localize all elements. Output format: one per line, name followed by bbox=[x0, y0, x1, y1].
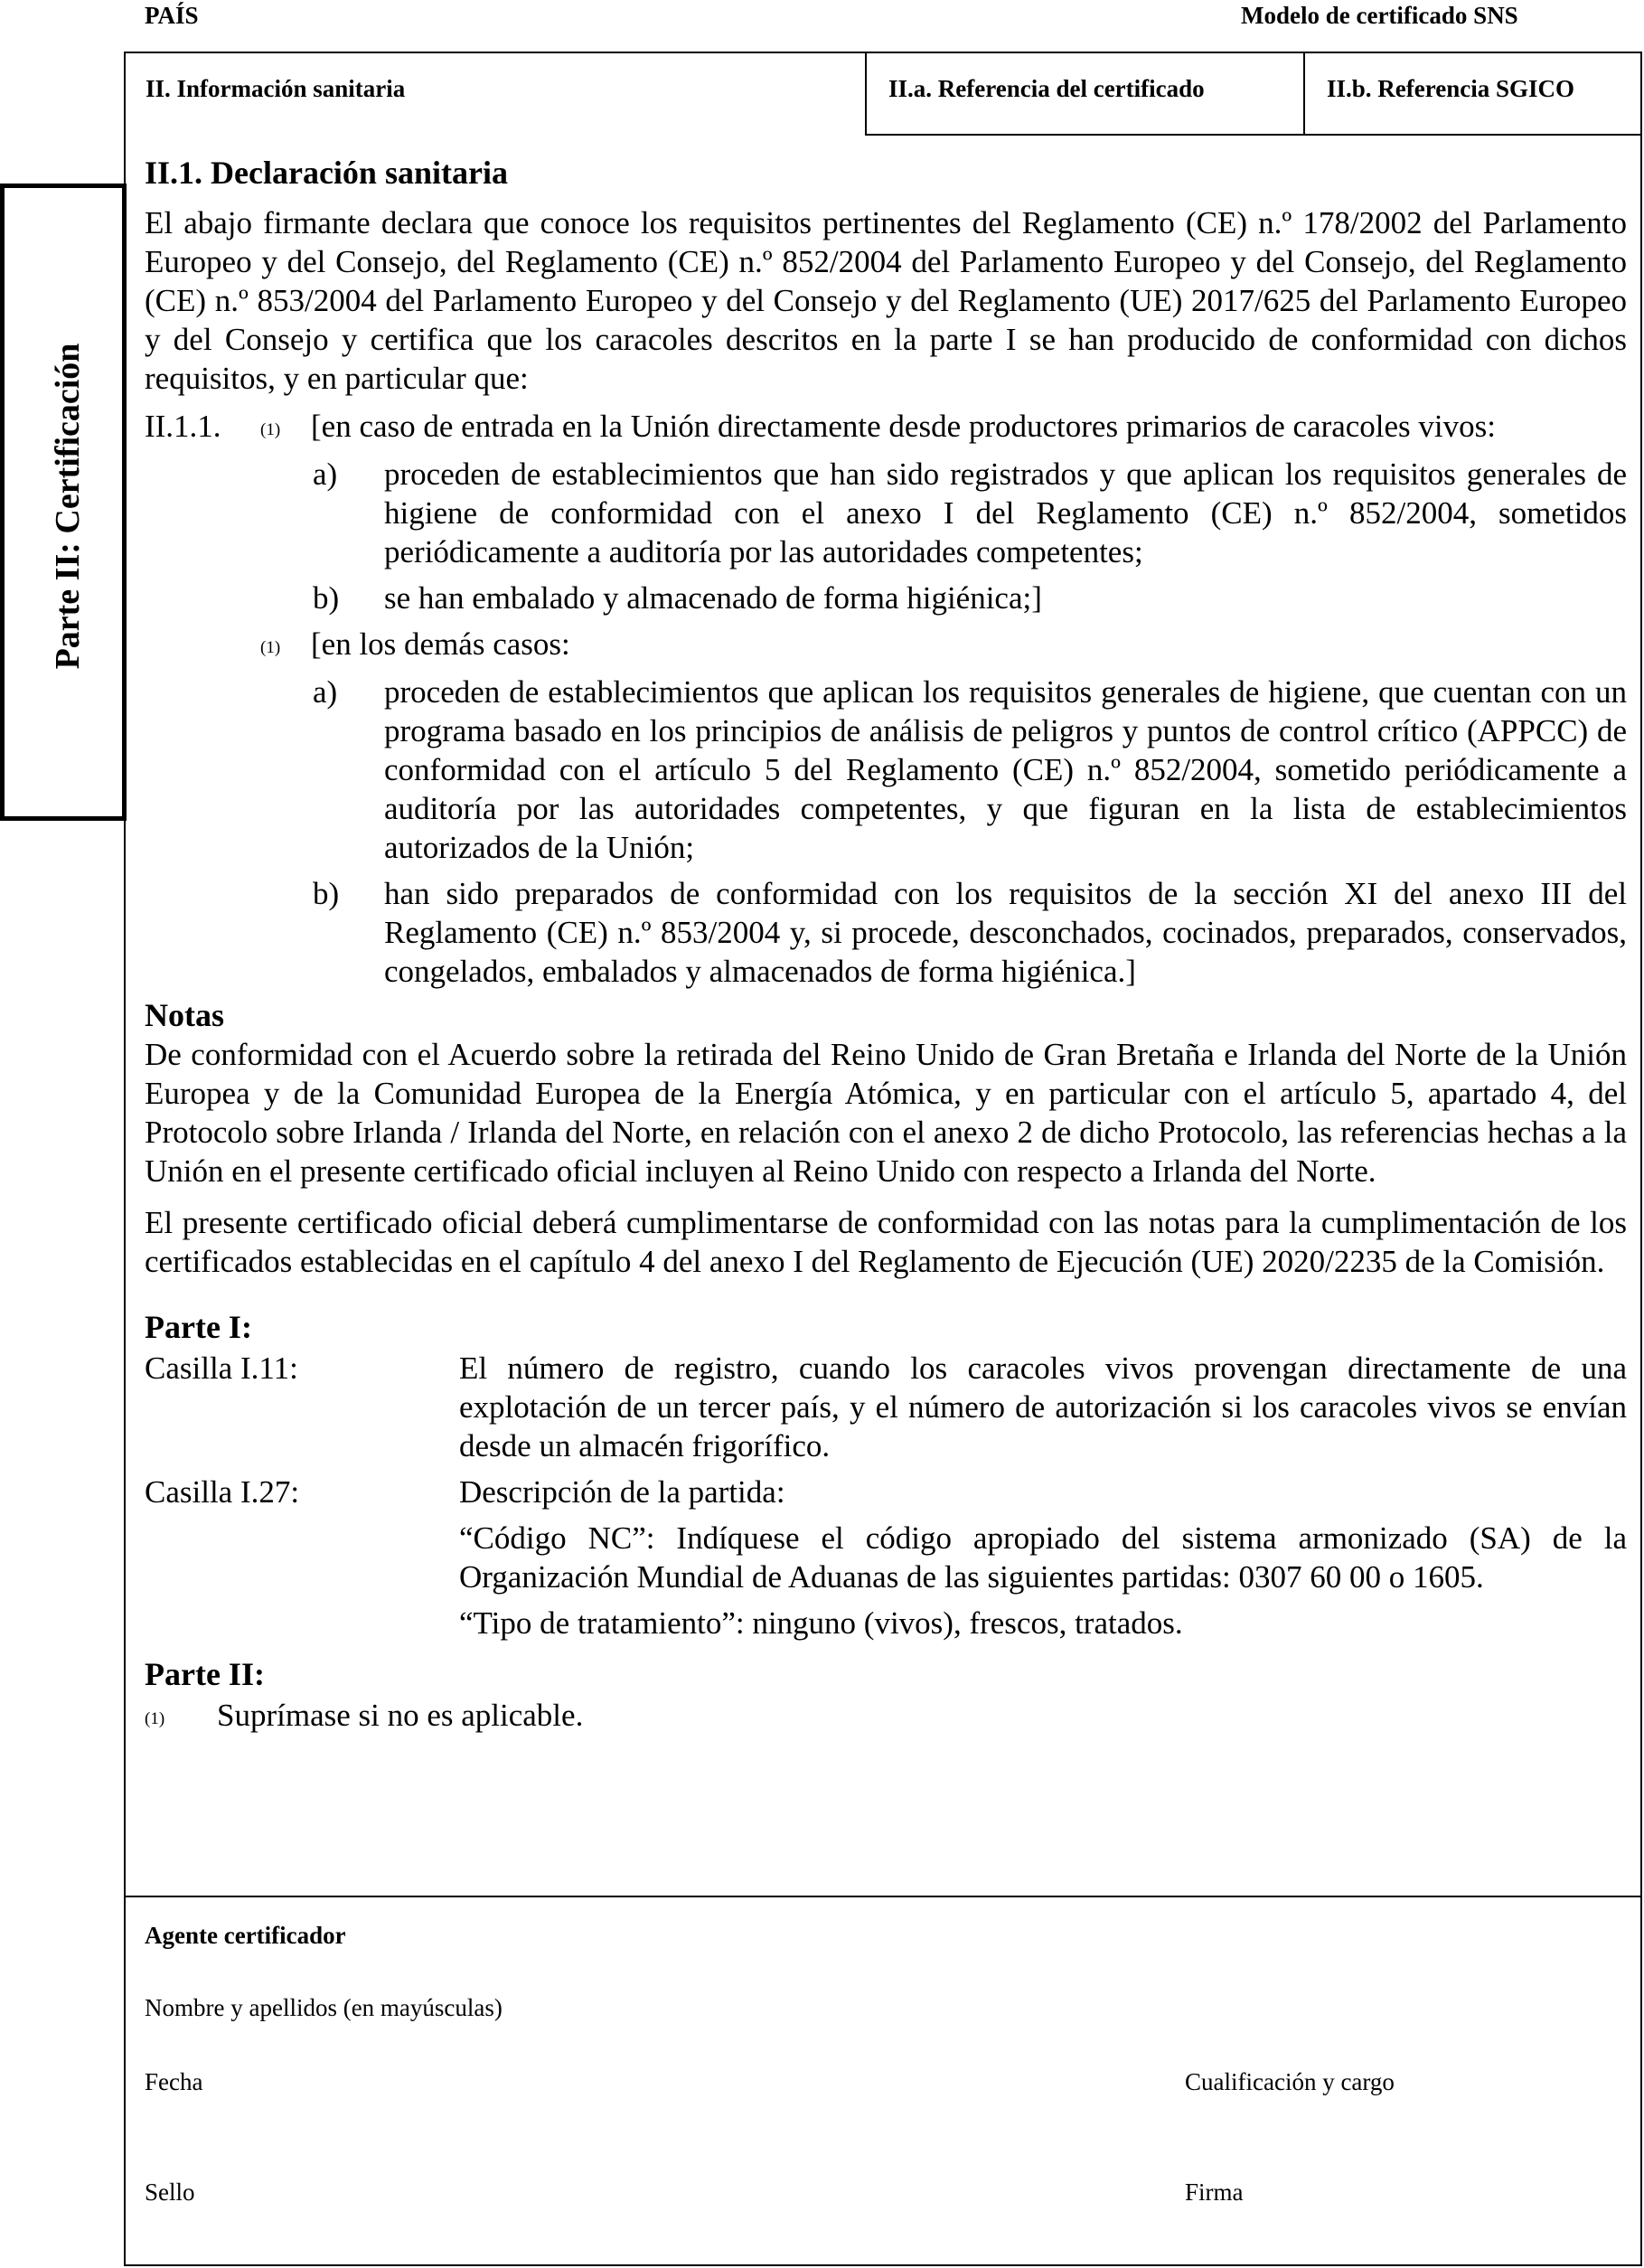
signature-block bbox=[124, 1896, 1642, 2266]
footnote bbox=[145, 1696, 1627, 1735]
case2-intro: [en los demás casos: bbox=[311, 626, 570, 662]
part1-title: Parte I: bbox=[145, 1309, 252, 1345]
footnote-ref: (1) bbox=[260, 420, 281, 439]
clause-case2 bbox=[145, 625, 1627, 663]
sidebar-label: Parte II: Certificación bbox=[49, 343, 87, 670]
case2-item-b bbox=[145, 874, 1627, 991]
country-label: PAÍS bbox=[145, 2, 199, 29]
footnote-ref: (1) bbox=[260, 638, 281, 657]
certifying-officer-title: Agente certificador bbox=[145, 1922, 346, 1949]
model-label: Modelo de certificado SNS bbox=[1241, 2, 1518, 29]
signature-field-label: Firma bbox=[1185, 2179, 1244, 2206]
item-text: se han embalado y almacenado de forma higiénica;] bbox=[384, 580, 1042, 616]
clause-number: II.1.1. bbox=[145, 409, 221, 444]
case2-item-a bbox=[145, 673, 1627, 867]
sgico-reference-cell: II.b. Referencia SGICO bbox=[1303, 52, 1642, 136]
section-title: II.1. Declaración sanitaria bbox=[145, 155, 508, 191]
part2-title: Parte II: bbox=[145, 1656, 265, 1692]
box-i27 bbox=[145, 1473, 1627, 1642]
declaration-intro: El abajo firmante declara que conoce los requisitos pertinentes del Reglamento (CE) n.º 178/2002 del Parlamento Europeo y del Consejo, del Reglamento (CE) n.º 852/2004 del Parlamento Europeo y del Consejo, del Reglamento (CE) n.º 853/2004 del Parlamento Europeo y del Consejo y del Reglamento (UE) 2017/625 del Parlamento Europeo y del Consejo y certifica que los caracoles descritos en la parte I se han producido de conformidad con dichos requisitos, y en particular que: bbox=[145, 205, 1627, 396]
notes-paragraph-1: De conformidad con el Acuerdo sobre la retirada del Reino Unido de Gran Bretaña e Irlanda del Norte de la Unión Europea y de la Comunidad Europea de la Energía Atómica, y en particular con el artículo 5, apartado 4, del Protocolo sobre Irlanda / Irlanda del Norte, en relación con el anexo 2 de dicho Protocolo, las referencias hechas a la Unión en el presente certificado oficial incluyen al Reino Unido con respecto a Irlanda del Norte. bbox=[145, 1037, 1627, 1189]
qualification-field-label: Cualificación y cargo bbox=[1185, 2068, 1395, 2095]
health-info-heading: II. Información sanitaria bbox=[146, 75, 406, 102]
notes-paragraph-2: El presente certificado oficial deberá cumplimentarse de conformidad con las notas para la cumplimentación de los certificados establecidas en el capítulo 4 del anexo I del Reglamento de Ejecución (UE) 2020/2235 de la Comisión. bbox=[145, 1205, 1627, 1279]
item-text: proceden de establecimientos que aplican los requisitos generales de higiene, que cuentan con un programa basado en los principios de análisis de peligros y puntos de control crítico (APPCC) de conformidad con el artículo 5 del Reglamento (CE) n.º 852/2004, sometido periódicamente a auditoría por las autoridades competentes, y que figuran en la lista de establecimientos autorizados de la Unión; bbox=[384, 674, 1627, 865]
date-field-label: Fecha bbox=[145, 2068, 203, 2095]
main-content bbox=[145, 154, 1627, 1735]
item-text: han sido preparados de conformidad con los requisitos de la sección XI del anexo III del Reglamento (CE) n.º 853/2004 y, si procede, desconchados, cocinados, preparados, conservados, congelados, embalados y almacenados de forma higiénica.] bbox=[384, 876, 1627, 989]
case1-item-a bbox=[145, 455, 1627, 571]
box-text-line1: Descripción de la partida: bbox=[459, 1474, 785, 1510]
item-label: b) bbox=[313, 876, 340, 911]
part-sidebar bbox=[0, 184, 127, 821]
footnote-text: Suprímase si no es aplicable. bbox=[217, 1698, 584, 1733]
box-i11 bbox=[145, 1349, 1627, 1465]
box-label: Casilla I.27: bbox=[145, 1474, 300, 1510]
box-text: El número de registro, cuando los caracoles vivos provengan directamente de una explotación de un tercer país, y el número de autorización si los caracoles vivos se envían desde un almacén frigorífico. bbox=[459, 1350, 1627, 1463]
box-text-line3: “Tipo de tratamiento”: ninguno (vivos), frescos, tratados. bbox=[459, 1605, 1183, 1641]
item-label: b) bbox=[313, 580, 340, 616]
stamp-field-label: Sello bbox=[145, 2179, 195, 2206]
clause-case1 bbox=[145, 407, 1627, 446]
item-label: a) bbox=[313, 674, 338, 710]
reference-row bbox=[124, 52, 1642, 136]
certificate-reference-cell: II.a. Referencia del certificado bbox=[865, 52, 1303, 136]
name-field-label: Nombre y apellidos (en mayúsculas) bbox=[145, 1994, 503, 2021]
footnote-marker: (1) bbox=[145, 1709, 165, 1728]
box-text-line2: “Código NC”: Indíquese el código apropiado del sistema armonizado (SA) de la Organización Mundial de Aduanas de las siguientes partidas: 0307 60 00 o 1605. bbox=[459, 1520, 1627, 1595]
notes-title: Notas bbox=[145, 997, 224, 1033]
item-text: proceden de establecimientos que han sido registrados y que aplican los requisitos generales de higiene de conformidad con el anexo I del Reglamento (CE) n.º 852/2004, sometidos periódicamente a auditoría por las autoridades competentes; bbox=[384, 456, 1627, 569]
item-label: a) bbox=[313, 456, 338, 492]
box-label: Casilla I.11: bbox=[145, 1350, 298, 1386]
case1-item-b bbox=[145, 579, 1627, 617]
case1-intro: [en caso de entrada en la Unión directamente desde productores primarios de caracoles vivos: bbox=[311, 409, 1496, 444]
